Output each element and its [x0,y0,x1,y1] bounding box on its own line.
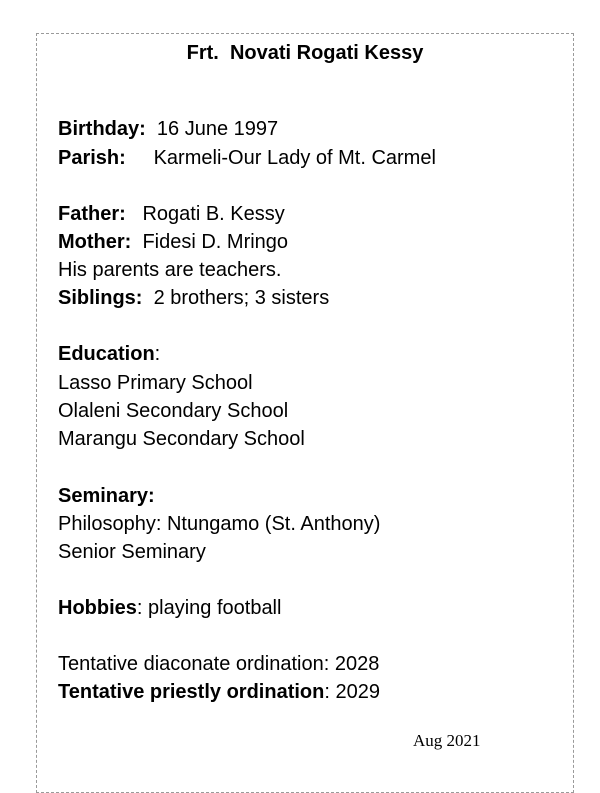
parish-label: Parish: [58,147,126,169]
birthday-row [58,117,278,141]
siblings-row [58,286,329,310]
siblings-label: Siblings: [58,287,143,309]
education-heading: Education: [58,343,161,365]
education-label: Education [58,343,155,365]
birthday-label: Birthday: [58,118,146,140]
father-row [58,202,285,226]
birthday-value: 16 June 1997 [145,118,279,140]
seminary-heading: Seminary: [58,485,155,507]
diaconate-ordination: Tentative diaconate ordination: 2028 [58,653,380,675]
seminary-item: Philosophy: Ntungamo (St. Anthony) [58,513,381,535]
priestly-ordination-label: Tentative priestly ordination [58,681,325,703]
mother-row [58,230,288,254]
document-date: Aug 2021 [413,731,481,750]
profile-card [36,33,574,793]
education-school: Lasso Primary School [58,372,253,394]
education-school: Olaleni Secondary School [58,400,289,422]
hobbies-row [58,596,281,620]
page-title: Frt. Novati Rogati Kessy [186,42,424,64]
father-value: Rogati B. Kessy [125,203,285,225]
parish-row [58,146,436,170]
priestly-ordination-row [58,680,380,704]
mother-value: Fidesi D. Mringo [131,231,289,253]
father-label: Father: [58,203,126,225]
seminary-item: Senior Seminary [58,541,206,563]
parents-note: His parents are teachers. [58,259,282,281]
mother-label: Mother: [58,231,132,253]
hobbies-value: : playing football [136,597,282,619]
education-school: Marangu Secondary School [58,428,305,450]
priestly-ordination-value: : 2029 [324,681,380,703]
siblings-value: 2 brothers; 3 sisters [142,287,330,309]
parish-value: Karmeli-Our Lady of Mt. Carmel [125,147,436,169]
hobbies-label: Hobbies [58,597,137,619]
